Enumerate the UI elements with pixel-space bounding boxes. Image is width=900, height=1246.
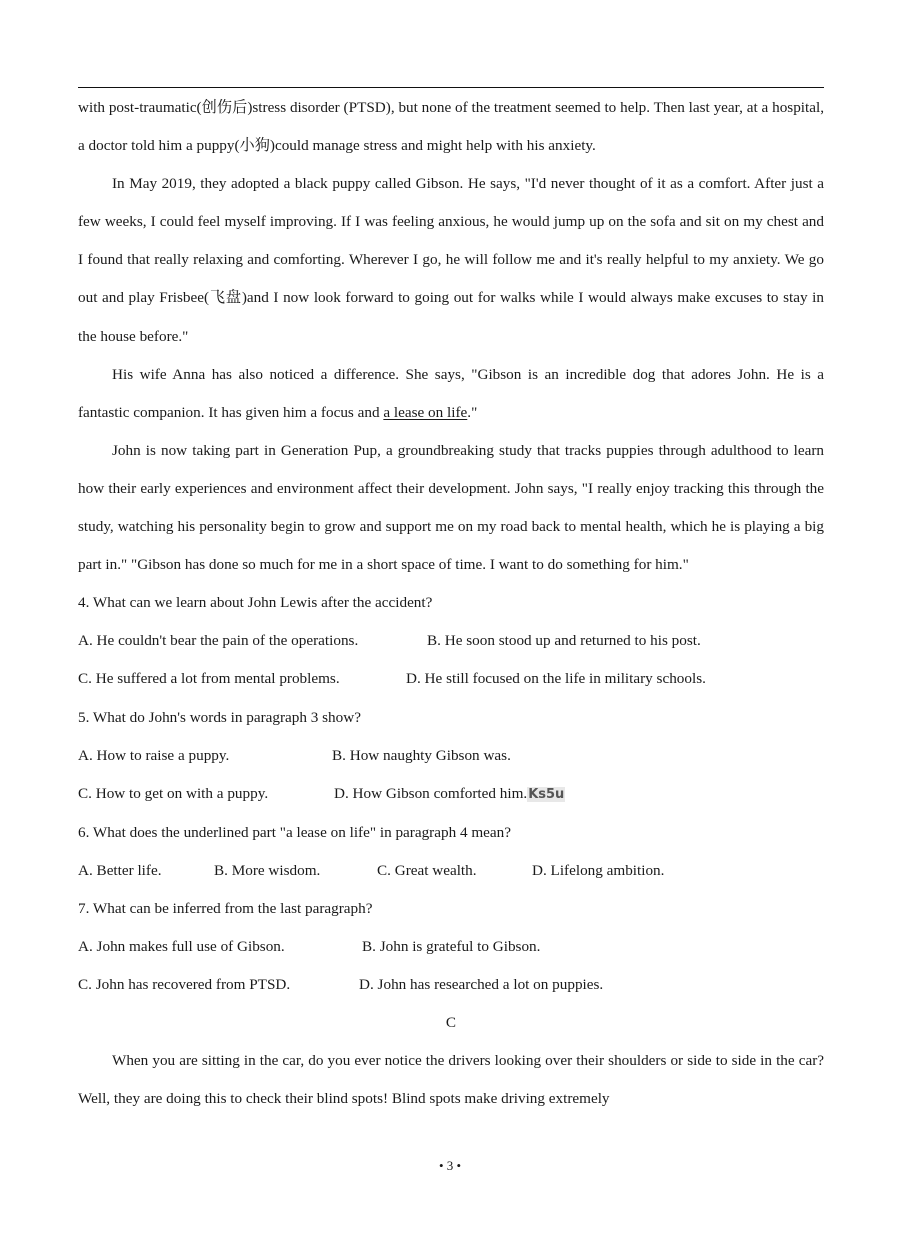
question-4-options-row-1 <box>78 622 824 660</box>
header-rule <box>78 87 824 88</box>
question-6-stem: 6. What does the underlined part "a lease on life" in paragraph 4 mean? <box>78 823 511 841</box>
question-7-options-row-2 <box>78 966 824 1004</box>
question-7-stem: 7. What can be inferred from the last paragraph? <box>78 899 373 917</box>
underlined-phrase: a lease on life <box>383 403 468 421</box>
question-7-option-d: D. John has researched a lot on puppies. <box>359 976 604 994</box>
question-6-option-d: D. Lifelong ambition. <box>532 861 665 879</box>
question-4-stem: 4. What can we learn about John Lewis after the accident? <box>78 594 433 612</box>
question-5-option-a: A. How to raise a puppy. <box>78 746 230 764</box>
question-5-options-row-2 <box>78 775 824 814</box>
question-6-option-c: C. Great wealth. <box>377 861 477 879</box>
question-7-option-c: C. John has recovered from PTSD. <box>78 976 291 994</box>
question-5-options-row-1 <box>78 737 824 775</box>
document-body <box>78 89 824 1119</box>
question-7-options-row-1 <box>78 928 824 966</box>
question-4-option-c: C. He suffered a lot from mental problems. <box>78 670 340 688</box>
page-number: • 3 • <box>438 1158 462 1173</box>
passage-b-paragraph-4: John is now taking part in Generation Pup, a groundbreaking study that tracks puppies through adulthood to learn how their early experiences and environment affect their development. John says, "I really enjoy tracking this through the study, watching his personality begin to grow and support me on my road back to mental health, which he is playing a big part in." "Gibson has done so much for me in a short space of time. I want to do something for him." <box>78 441 824 574</box>
question-4-options-row-2 <box>78 660 824 698</box>
section-c-paragraph-1: When you are sitting in the car, do you ever notice the drivers looking over their shoulders or side to side in the car? Well, they are doing this to check their blind spots! Blind spots make driving extremely <box>78 1052 824 1108</box>
question-4-option-b: B. He soon stood up and returned to his post. <box>427 632 701 650</box>
passage-b-paragraph-1: with post-traumatic(创伤后)stress disorder (PTSD), but none of the treatment seemed to help. Then last year, at a hospital, a doctor told him a puppy(小狗)could manage stress and might help with his anxiety. <box>78 99 824 155</box>
section-c-heading: C <box>445 1014 457 1032</box>
paragraph-3-text: His wife Anna has also noticed a difference. She says, "Gibson is an incredible dog that adores John. He is a fantastic companion. It has given him a focus and <box>78 365 824 421</box>
question-5-option-d: D. How Gibson comforted him. <box>334 784 528 802</box>
paragraph-3-end: ." <box>467 403 478 421</box>
question-5-option-d-wrap <box>334 775 565 814</box>
question-5-option-c: C. How to get on with a puppy. <box>78 784 269 802</box>
question-7-option-a: A. John makes full use of Gibson. <box>78 938 285 956</box>
question-6-option-b: B. More wisdom. <box>214 861 321 879</box>
question-5-stem: 5. What do John's words in paragraph 3 show? <box>78 708 361 726</box>
watermark-logo: Ks5u <box>528 786 565 802</box>
question-6-options <box>78 852 824 890</box>
passage-b-paragraph-3 <box>78 356 824 432</box>
passage-b-paragraph-2: In May 2019, they adopted a black puppy called Gibson. He says, "I'd never thought of it as a comfort. After just a few weeks, I could feel myself improving. If I was feeling anxious, he would jump up on the sofa and sit on my chest and I found that really relaxing and comforting. Wherever I go, he will follow me and it's really helpful to my anxiety. We go out and play Frisbee(飞盘)and I now look forward to going out for walks while I would always make excuses to stay in the house before." <box>78 175 824 345</box>
question-6-option-a: A. Better life. <box>78 861 162 879</box>
question-4-option-a: A. He couldn't bear the pain of the operations. <box>78 632 359 650</box>
question-7-option-b: B. John is grateful to Gibson. <box>362 938 541 956</box>
question-5-option-b: B. How naughty Gibson was. <box>332 746 511 764</box>
question-4-option-d: D. He still focused on the life in military schools. <box>406 670 706 688</box>
